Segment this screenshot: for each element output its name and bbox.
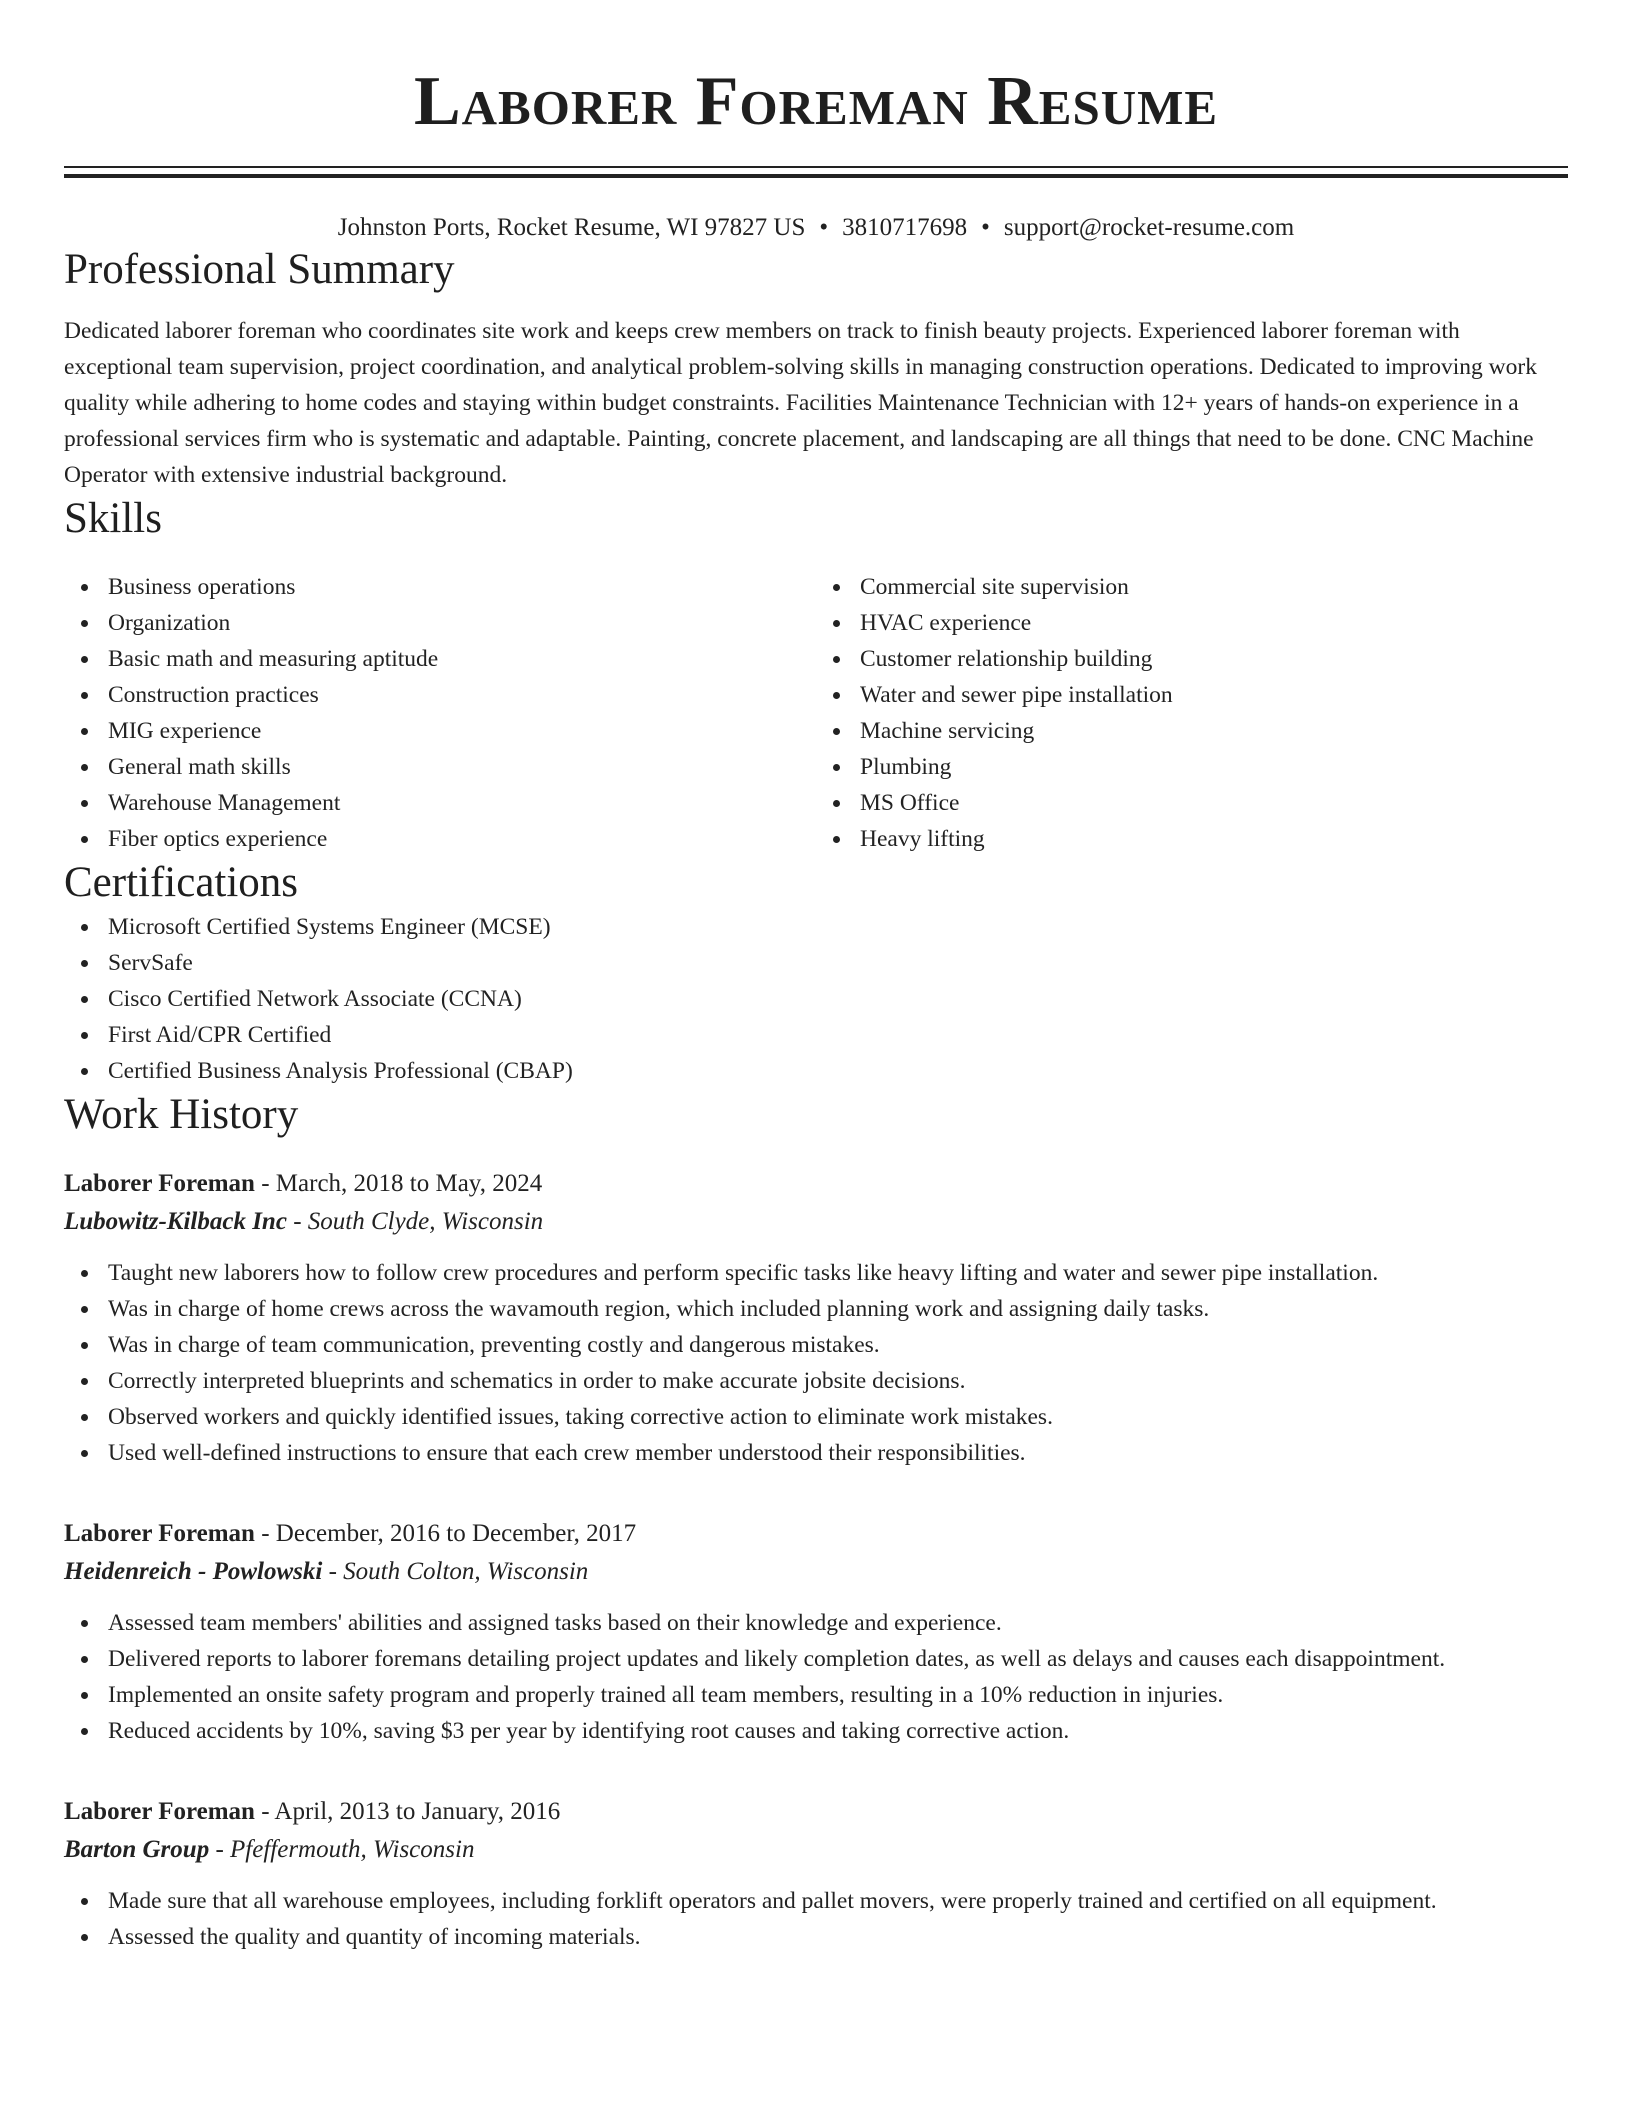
certification-item: First Aid/CPR Certified: [64, 1017, 1568, 1053]
job-entry: [64, 1515, 1568, 1749]
certification-item: Cisco Certified Network Associate (CCNA): [64, 981, 1568, 1017]
employer-name: Barton Group: [64, 1836, 210, 1863]
job-dates: - April, 2013 to January, 2016: [254, 1798, 561, 1825]
contact-email: support@rocket-resume.com: [1003, 214, 1295, 241]
skill-item: Business operations: [64, 569, 816, 605]
skill-item: Warehouse Management: [64, 785, 816, 821]
job-bullets: [64, 1605, 1568, 1749]
employer-line: [64, 1831, 1568, 1869]
skills-columns: [64, 569, 1568, 857]
certification-item: Microsoft Certified Systems Engineer (MCSE): [64, 909, 1568, 945]
job-dates: - December, 2016 to December, 2017: [254, 1520, 637, 1547]
summary-heading: Professional Summary: [64, 246, 455, 293]
job-title-line: [64, 1515, 1568, 1553]
job-bullet: Assessed the quality and quantity of incoming materials.: [64, 1919, 1568, 1955]
contact-address: Johnston Ports, Rocket Resume, WI 97827 US: [337, 214, 806, 241]
title-divider-thick: [64, 174, 1568, 178]
contact-separator: •: [981, 214, 990, 241]
job-bullet: Made sure that all warehouse employees, including forklift operators and pallet movers, were properly trained and certified on all equipment.: [64, 1883, 1568, 1919]
job-bullet: Observed workers and quickly identified issues, taking corrective action to eliminate work mistakes.: [64, 1399, 1568, 1435]
job-title: Laborer Foreman: [64, 1798, 255, 1825]
job-entry: [64, 1165, 1568, 1471]
skill-item: Water and sewer pipe installation: [816, 677, 1568, 713]
contact-phone: 3810717698: [842, 214, 968, 241]
skill-item: MIG experience: [64, 713, 816, 749]
job-bullet: Delivered reports to laborer foremans detailing project updates and likely completion dates, as well as delays and causes each disappointment.: [64, 1641, 1568, 1677]
job-bullet: Reduced accidents by 10%, saving $3 per year by identifying root causes and taking corrective action.: [64, 1713, 1568, 1749]
job-title-line: [64, 1165, 1568, 1203]
job-title: Laborer Foreman: [64, 1520, 255, 1547]
employer-location: - South Colton, Wisconsin: [322, 1558, 589, 1585]
employer-line: [64, 1203, 1568, 1241]
employer-name: Heidenreich - Powlowski: [64, 1558, 323, 1585]
skills-list-right: [816, 569, 1568, 857]
employer-line: [64, 1553, 1568, 1591]
job-entry: [64, 1793, 1568, 1955]
skill-item: Customer relationship building: [816, 641, 1568, 677]
skill-item: Organization: [64, 605, 816, 641]
work-history-heading: Work History: [64, 1091, 299, 1138]
skills-list-left: [64, 569, 816, 857]
contact-separator: •: [819, 214, 829, 241]
skill-item: MS Office: [816, 785, 1568, 821]
skill-item: Fiber optics experience: [64, 821, 816, 857]
title-divider-thin: [64, 166, 1568, 168]
skill-item: General math skills: [64, 749, 816, 785]
job-bullet: Assessed team members' abilities and assigned tasks based on their knowledge and experience.: [64, 1605, 1568, 1641]
skills-heading: Skills: [64, 495, 162, 542]
skill-item: Basic math and measuring aptitude: [64, 641, 816, 677]
job-bullet: Was in charge of home crews across the wavamouth region, which included planning work and assigning daily tasks.: [64, 1291, 1568, 1327]
skill-item: Plumbing: [816, 749, 1568, 785]
certification-item: ServSafe: [64, 945, 1568, 981]
skill-item: Machine servicing: [816, 713, 1568, 749]
certifications-heading: Certifications: [64, 859, 299, 906]
job-bullet: Used well-defined instructions to ensure that each crew member understood their responsibilities.: [64, 1435, 1568, 1471]
employer-location: - South Clyde, Wisconsin: [286, 1208, 544, 1235]
summary-text: Dedicated laborer foreman who coordinates site work and keeps crew members on track to finish beauty projects. Experienced laborer foreman with exceptional team supervision, project coordination, and analytical problem-solving skills in managing construction operations. Dedicated to improving work quality while adhering to home codes and staying within budget constraints. Facilities Maintenance Technician with 12+ years of hands-on experience in a professional services firm who is systematic and adaptable. Painting, concrete placement, and landscaping are all things that need to be done. CNC Machine Operator with extensive industrial background.: [64, 318, 1537, 488]
job-bullet: Was in charge of team communication, preventing costly and dangerous mistakes.: [64, 1327, 1568, 1363]
skill-item: Commercial site supervision: [816, 569, 1568, 605]
job-bullet: Correctly interpreted blueprints and schematics in order to make accurate jobsite decisions.: [64, 1363, 1568, 1399]
skill-item: Construction practices: [64, 677, 816, 713]
employer-name: Lubowitz-Kilback Inc: [64, 1208, 287, 1235]
employer-location: - Pfeffermouth, Wisconsin: [209, 1836, 475, 1863]
job-bullet: Taught new laborers how to follow crew procedures and perform specific tasks like heavy lifting and water and sewer pipe installation.: [64, 1255, 1568, 1291]
job-title-line: [64, 1793, 1568, 1831]
job-dates: - March, 2018 to May, 2024: [254, 1170, 543, 1197]
contact-line: [64, 212, 1568, 244]
job-bullets: [64, 1883, 1568, 1955]
job-bullets: [64, 1255, 1568, 1471]
page-title: Laborer Foreman Resume: [413, 63, 1219, 140]
certification-item: Certified Business Analysis Professional (CBAP): [64, 1053, 1568, 1089]
skill-item: HVAC experience: [816, 605, 1568, 641]
certifications-list: [64, 909, 1568, 1089]
skill-item: Heavy lifting: [816, 821, 1568, 857]
job-bullet: Implemented an onsite safety program and properly trained all team members, resulting in a 10% reduction in injuries.: [64, 1677, 1568, 1713]
job-title: Laborer Foreman: [64, 1170, 255, 1197]
